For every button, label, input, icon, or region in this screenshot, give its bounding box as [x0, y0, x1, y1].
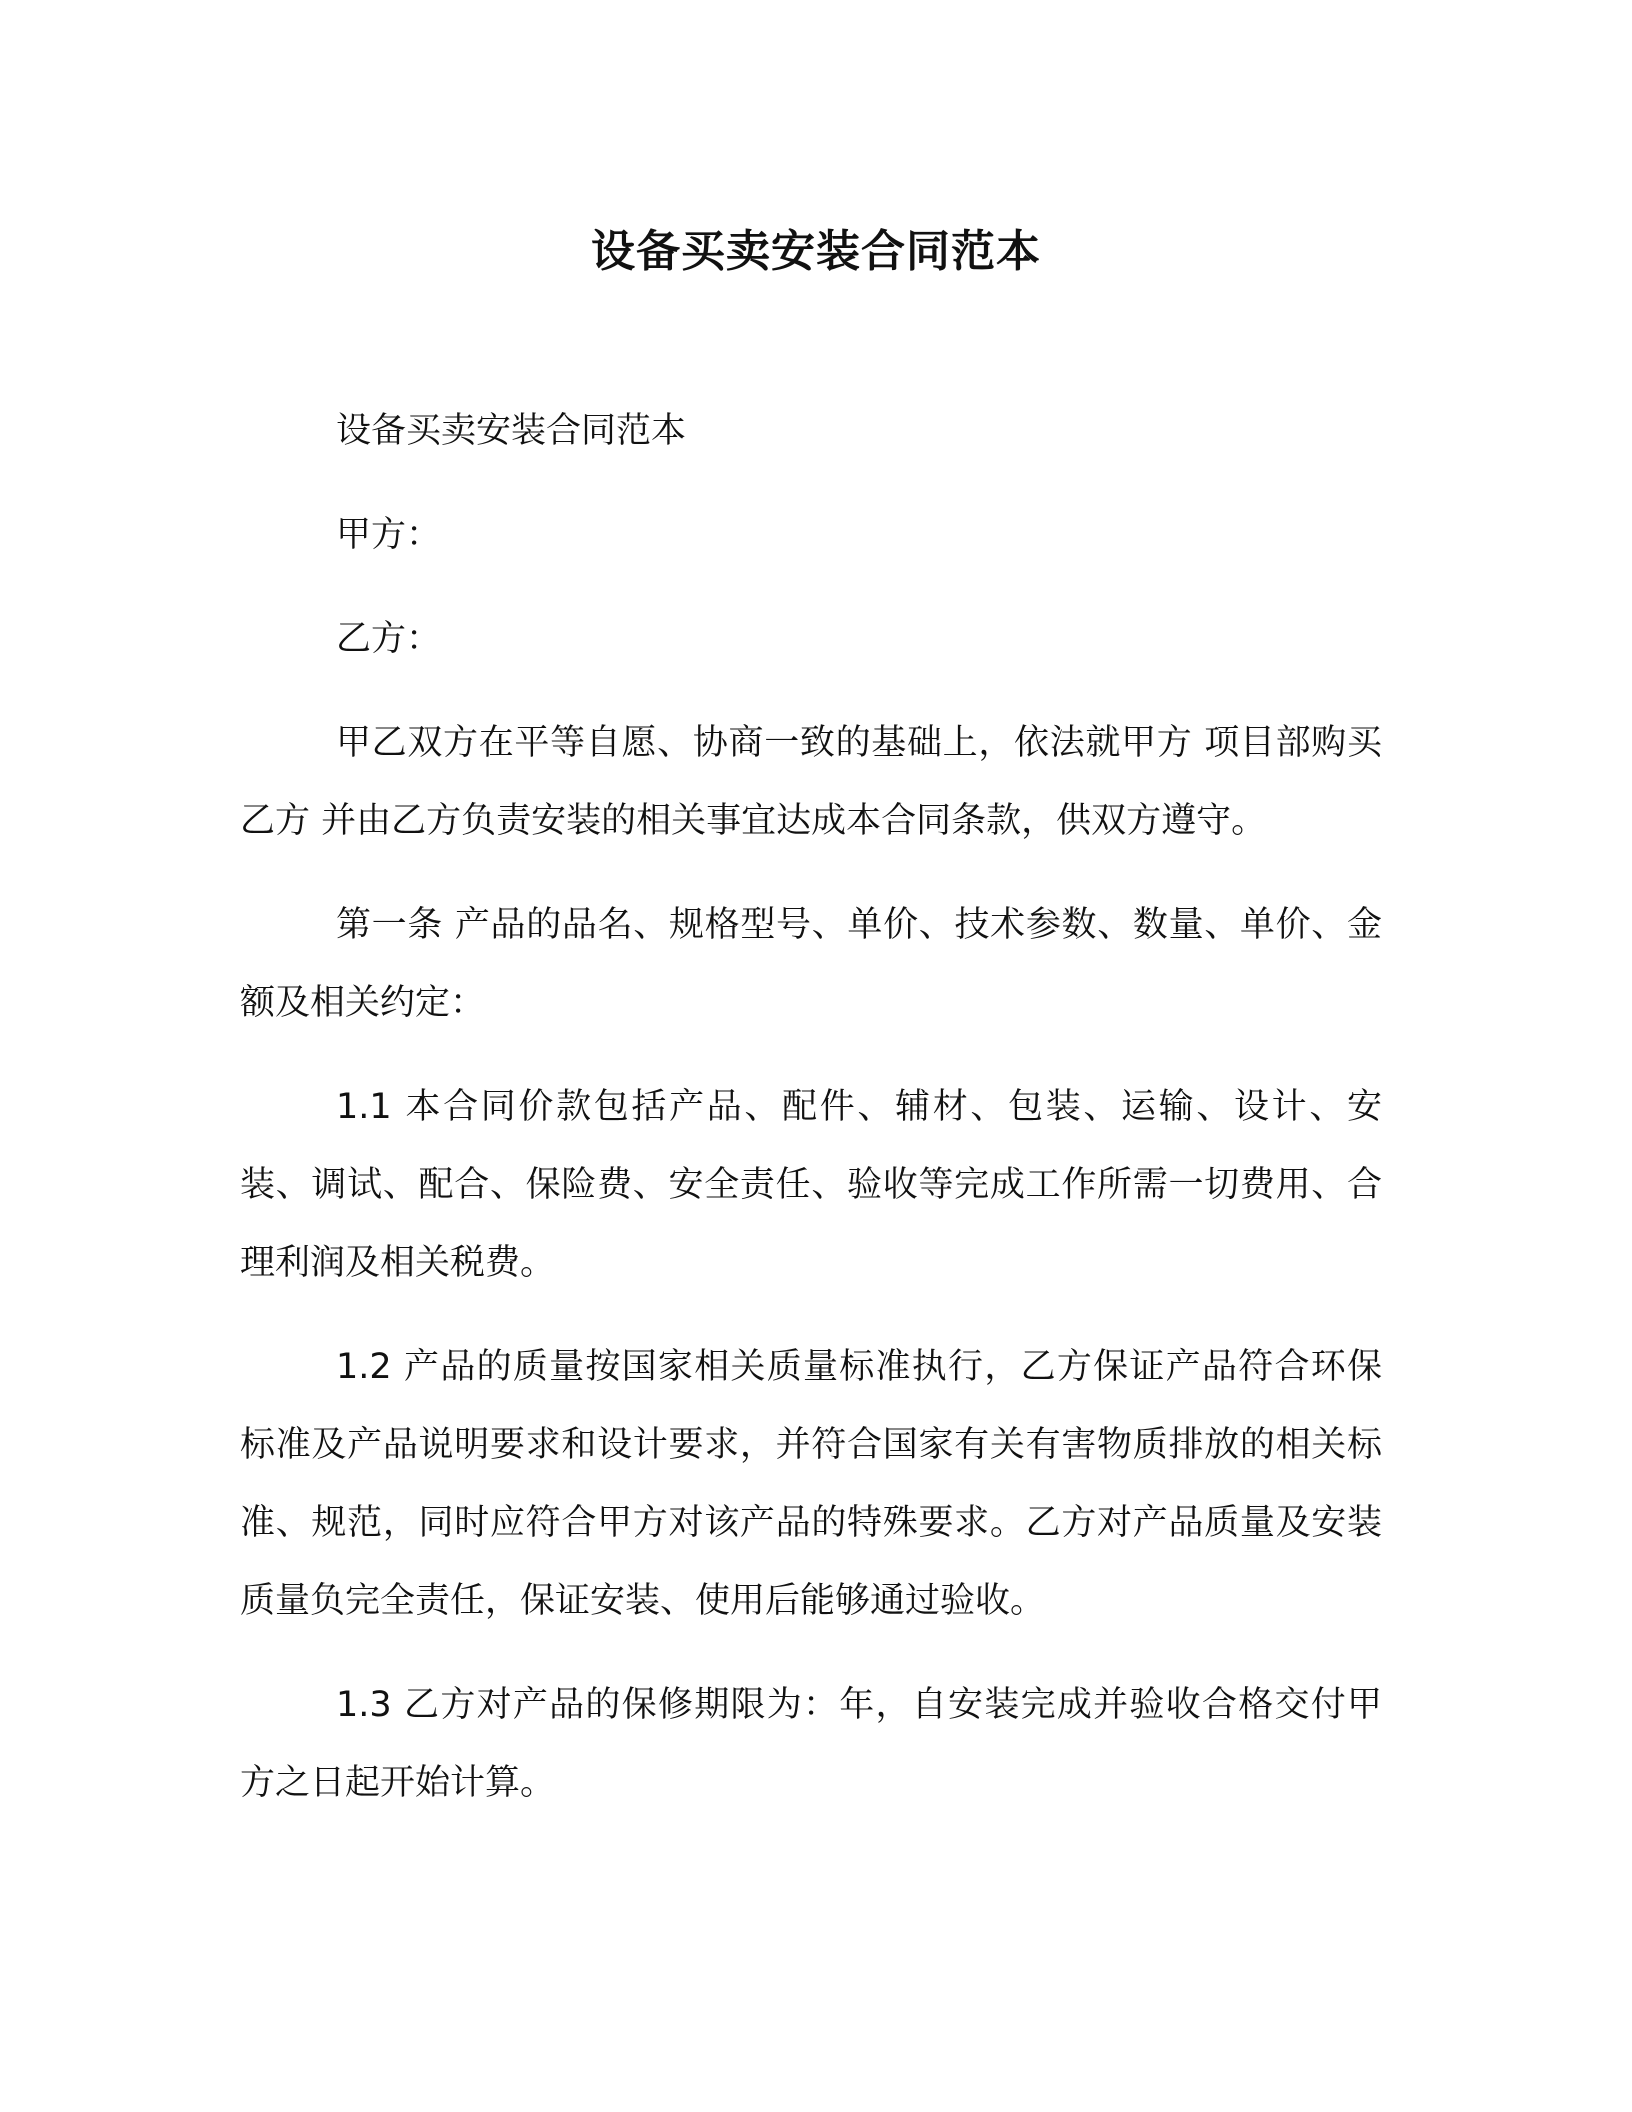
- paragraph-party-b: 乙方：: [336, 619, 442, 659]
- document-body: [240, 392, 1382, 1848]
- document-title: 设备买卖安装合同范本: [591, 226, 1041, 277]
- paragraph-preamble: 甲乙双方在平等自愿、协商一致的基础上，依法就甲方 项目部购买乙方 并由乙方负责安装的相关事宜达成本合同条款，供双方遵守。: [240, 723, 1382, 841]
- paragraph-clause-1-1: 1.1 本合同价款包括产品、配件、辅材、包装、运输、设计、安装、调试、配合、保险费、安全责任、验收等完成工作所需一切费用、合理利润及相关税费。: [240, 1087, 1382, 1283]
- paragraph-article-1: 第一条 产品的品名、规格型号、单价、技术参数、数量、单价、金额及相关约定：: [240, 905, 1382, 1023]
- paragraph-clause-1-2: 1.2 产品的质量按国家相关质量标准执行，乙方保证产品符合环保标准及产品说明要求和设计要求，并符合国家有关有害物质排放的相关标准、规范，同时应符合甲方对该产品的特殊要求。乙方对产品质量及安装质量负完全责任，保证安装、使用后能够通过验收。: [240, 1347, 1382, 1621]
- paragraph-subtitle: 设备买卖安装合同范本: [336, 411, 687, 451]
- paragraph-party-a: 甲方：: [336, 515, 442, 555]
- paragraph-clause-1-3: 1.3 乙方对产品的保修期限为：年，自安装完成并验收合格交付甲方之日起开始计算。: [240, 1685, 1382, 1803]
